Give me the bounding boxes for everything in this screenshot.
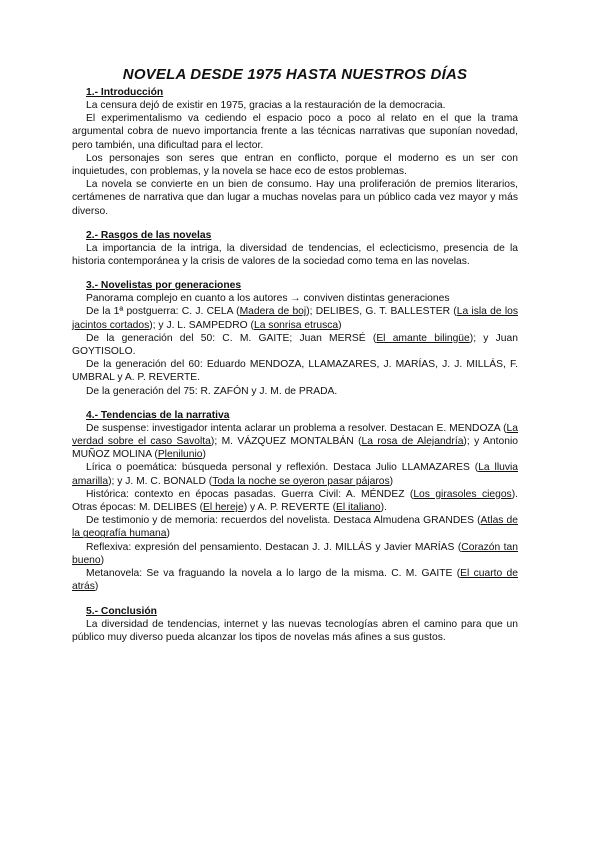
generation-item: De la 1ª postguerra: C. J. CELA (Madera de boj); DELIBES, G. T. BALLESTER (La isla de los jacintos cortados); y J. L. SAMPEDRO (La sonrisa etrusca): [72, 306, 518, 331]
book-title: El amante bilingüe: [376, 332, 470, 344]
generation-item: De la generación del 50: C. M. GAITE; Juan MERSÉ (El amante bilingüe); y Juan GOYTISOLO.: [72, 332, 518, 358]
section-introduccion: [72, 86, 518, 218]
section-conclusion: [72, 605, 518, 644]
book-title: Corazón tan bueno: [72, 541, 518, 566]
document-page: [72, 66, 518, 655]
book-title: La rosa de Alejandría: [361, 436, 464, 448]
section-tendencias: [72, 409, 518, 594]
book-title: La isla de los jacintos cortados: [72, 306, 518, 331]
section-heading: 4.- Tendencias de la narrativa: [86, 409, 230, 421]
section-heading: 5.- Conclusión: [86, 605, 157, 617]
section-rasgos: [72, 229, 518, 268]
tendency-item: Lírica o poemática: búsqueda personal y reflexión. Destaca Julio LLAMAZARES (La lluvia amarilla); y J. M. C. BONALD (Toda la noche se oyeron pasar pájaros): [72, 462, 518, 487]
section-novelistas: [72, 279, 518, 398]
book-title: Plenilunio: [157, 449, 203, 461]
section-heading: 3.- Novelistas por generaciones: [86, 280, 242, 292]
section-heading: 2.- Rasgos de las novelas: [86, 229, 212, 241]
tendency-item: Histórica: contexto en épocas pasadas. Guerra Civil: A. MÉNDEZ (Los girasoles ciegos). Otras épocas: M. DELIBES (El hereje) y A. P. REVERTE (El italiano).: [72, 488, 519, 514]
book-title: Atlas de la geografía humana: [72, 515, 518, 540]
paragraph: Los personajes son seres que entran en conflicto, porque el moderno es un ser con inquietudes, con problemas, y la novela se hace eco de estos problemas.: [72, 152, 518, 178]
paragraph: La diversidad de tendencias, internet y las nuevas tecnologías abren el camino para que un público muy diverso pueda alcanzar los tipos de novelas más afines a sus gustos.: [72, 618, 518, 643]
paragraph: La novela se convierte en un bien de consumo. Hay una proliferación de premios literarios, certámenes de narrativa que dan lugar a muchas novelas para un público cada vez mayor y más diverso.: [72, 179, 518, 217]
generation-item: De la generación del 75: R. ZAFÓN y J. M. de PRADA.: [86, 385, 338, 397]
paragraph: La importancia de la intriga, la diversidad de tendencias, el eclecticismo, presencia de la historia contemporánea y la crisis de valores de la sociedad como tema en las novelas.: [72, 242, 518, 268]
tendency-item: De testimonio y de memoria: recuerdos del novelista. Destaca Almudena GRANDES (Atlas de la geografía humana): [72, 515, 518, 540]
book-title: El italiano: [336, 502, 381, 514]
book-title: La sonrisa etrusca: [253, 319, 339, 331]
section-heading: 1.- Introducción: [86, 87, 164, 98]
paragraph: Panorama complejo en cuanto a los autores → conviven distintas generaciones: [86, 293, 450, 305]
tendency-item: De suspense: investigador intenta aclarar un problema a resolver. Destacan E. MENDOZA (La verdad sobre el caso Savolta); M. VÁZQUEZ MONTALBÁN (La rosa de Alejandría); y Antonio MUÑOZ MOLINA (Plenilunio): [72, 422, 518, 461]
tendency-item: Metanovela: Se va fraguando la novela a lo largo de la misma. C. M. GAITE (El cuarto de atrás): [72, 568, 519, 593]
tendency-item: Reflexiva: expresión del pensamiento. Destacan J. J. MILLÁS y Javier MARÍAS (Corazón tan bueno): [72, 541, 518, 566]
generation-item: De la generación del 60: Eduardo MENDOZA, LLAMAZARES, J. MARÍAS, J. J. MILLÁS, F. UMBRAL y A. P. REVERTE.: [72, 359, 518, 384]
book-title: La verdad sobre el caso Savolta: [72, 422, 518, 448]
book-title: La lluvia amarilla: [72, 462, 518, 487]
book-title: El cuarto de atrás: [72, 568, 519, 593]
paragraph: El experimentalismo va cediendo el espacio poco a poco al relato en el que la trama argumental cobra de nuevo importancia frente a las técnicas narrativas que suponían novedad, pero también, una dificultad para el lector.: [72, 113, 518, 151]
book-title: Los girasoles ciegos: [413, 488, 512, 500]
book-title: Madera de boj: [239, 306, 307, 318]
book-title: Toda la noche se oyeron pasar pájaros: [212, 475, 390, 487]
page-title: NOVELA DESDE 1975 HASTA NUESTROS DÍAS: [122, 66, 468, 83]
paragraph: La censura dejó de existir en 1975, gracias a la restauración de la democracia.: [86, 100, 446, 111]
book-title: El hereje: [203, 502, 244, 514]
